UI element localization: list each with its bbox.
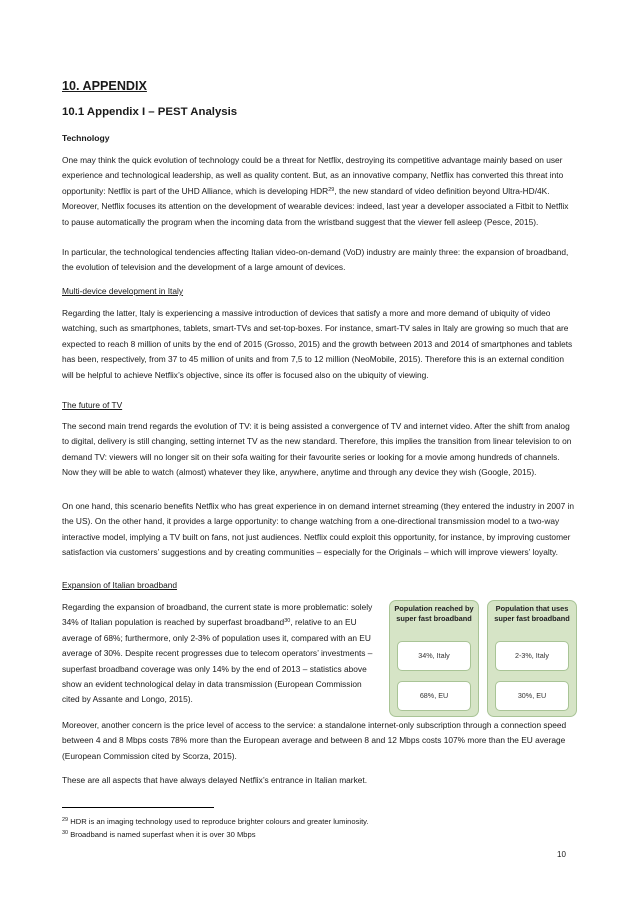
footnote-ref-30[interactable]: 30: [284, 618, 291, 625]
subheading-broadband: Expansion of Italian broadband: [62, 580, 178, 590]
subheading-multi-device: Multi-device development in Italy: [62, 286, 184, 296]
technology-title: Technology: [62, 133, 110, 143]
column-title-uses: Population that uses super fast broadband: [494, 604, 570, 623]
diagram-column-uses: [487, 600, 577, 717]
column-title-reached: Population reached by super fast broadband: [394, 604, 474, 623]
subheading-future-tv: The future of TV: [62, 400, 123, 410]
pest-subheading: 10.1 Appendix I – PEST Analysis: [62, 106, 238, 118]
paragraph-2: In particular, the technological tendencies affecting Italian video-on-demand (VoD) industry are mainly three: the expansion of broadband, the evolution of television and the development of a large amount of devices.: [62, 247, 569, 273]
paragraph-8: These are all aspects that have always delayed Netflix’s entrance in Italian market.: [62, 775, 368, 785]
paragraph-7: Moreover, another concern is the price level of access to the service: a standalone internet-only subscription through a connection speed between 4 and 8 Mbps costs 78% more than the European average and between 8 and 12 Mbps costs 107% more than the EU average (European Commission cited by Scorza, 2015).: [62, 720, 567, 761]
cell-reached-italy: 34%, Italy: [397, 641, 471, 671]
appendix-heading: 10. APPENDIX: [62, 79, 147, 93]
broadband-diagram: [389, 600, 579, 717]
cell-uses-eu: 30%, EU: [495, 681, 569, 711]
cell-uses-italy: 2-3%, Italy: [495, 641, 569, 671]
paragraph-5: On one hand, this scenario benefits Netflix who has great experience in on demand internet streaming (they entered the industry in 2007 in the US). On the other hand, it provides a large opportunity: to change watching from a one-directional transmission model to a two-way interactive model, implying a TV built on fans, not just audiences. Netflix could exploit this opportunity, for instance, by improving customer satisfaction via customers’ suggestions and by creating communities – especially for the Originals – which will improve viewers’ loyalty.: [62, 501, 575, 558]
page-number: 10: [557, 850, 566, 859]
footnote-ref-29[interactable]: 29: [328, 186, 335, 193]
paragraph-1: One may think the quick evolution of technology could be a threat for Netflix, destroying its competitive advantage mainly based on user experience and technological leadership, as well as quality content. But, as an innovative company, Netflix has converted this threat into opportunity: Netflix is part of the UHD Alliance, which is developing HDR$^{29}$, the new standard of video definition beyond Ultra-HD/4K. Moreover, Netflix focuses its attention on the development of wearable devices: indeed, last year a developer associated a Fitbit to Netflix to pause automatically the program when the incoming data from the wristband suggest that the viewer fell asleep (Pesce, 2015).: [62, 155, 569, 227]
footnote-30: $^{30}$ Broadband is named superfast when it is over 30 Mbps: [62, 830, 256, 839]
paragraph-4: The second main trend regards the evolution of TV: it is being assisted a convergence of TV and internet video. After the shift from analog to digital, delivery is still changing, setting internet TV as the new standard. Therefore, this implies the transition from linear television to on demand TV: viewers will no longer sit on their sofa waiting for their favourite series or looking for a movie among hundreds of channels. Now they will be able to watch (almost) whatever they like, anywhere, anytime and through any device they wish (Google, 2015).: [62, 421, 572, 478]
footnote-separator: [62, 807, 214, 808]
footnote-29: $^{29}$ HDR is an imaging technology used to reproduce brighter colours and greater luminosity.: [62, 817, 369, 826]
paragraph-6: Regarding the expansion of broadband, the current state is more problematic: solely 34% of Italian population is reached by superfast broadband$^{30}$, relative to an EU average of 68%; furthermore, only 2-3% of population uses it, compared with an EU average of 30%. Despite recent progresses due to telecom operators’ investments – superfast broadband coverage was only 14% by the end of 2013 – statistics above show an evident technological delay in data transmission (European Commission cited by Assante and Longo, 2015).: [62, 602, 373, 705]
diagram-column-reached: [389, 600, 479, 717]
paragraph-3: Regarding the latter, Italy is experiencing a massive introduction of devices that satisfy a more and more demand of ubiquity of video watching, such as smartphones, tablets, smart-TVs and set-top-boxes. For instance, smart-TV sales in Italy are growing so much that are expected to reach 8 million of units by the end of 2015 (Grosso, 2015) and the growth between 2013 and 2014 of smartphones and tablets has been, respectively, from 37 to 45 million of units and from 7,5 to 12 million (NeoMobile, 2015). Therefore this is an external condition will be helpful to achieve Netflix’s objective, since its offer is focused also on the ubiquity of viewing.: [62, 308, 573, 380]
cell-reached-eu: 68%, EU: [397, 681, 471, 711]
